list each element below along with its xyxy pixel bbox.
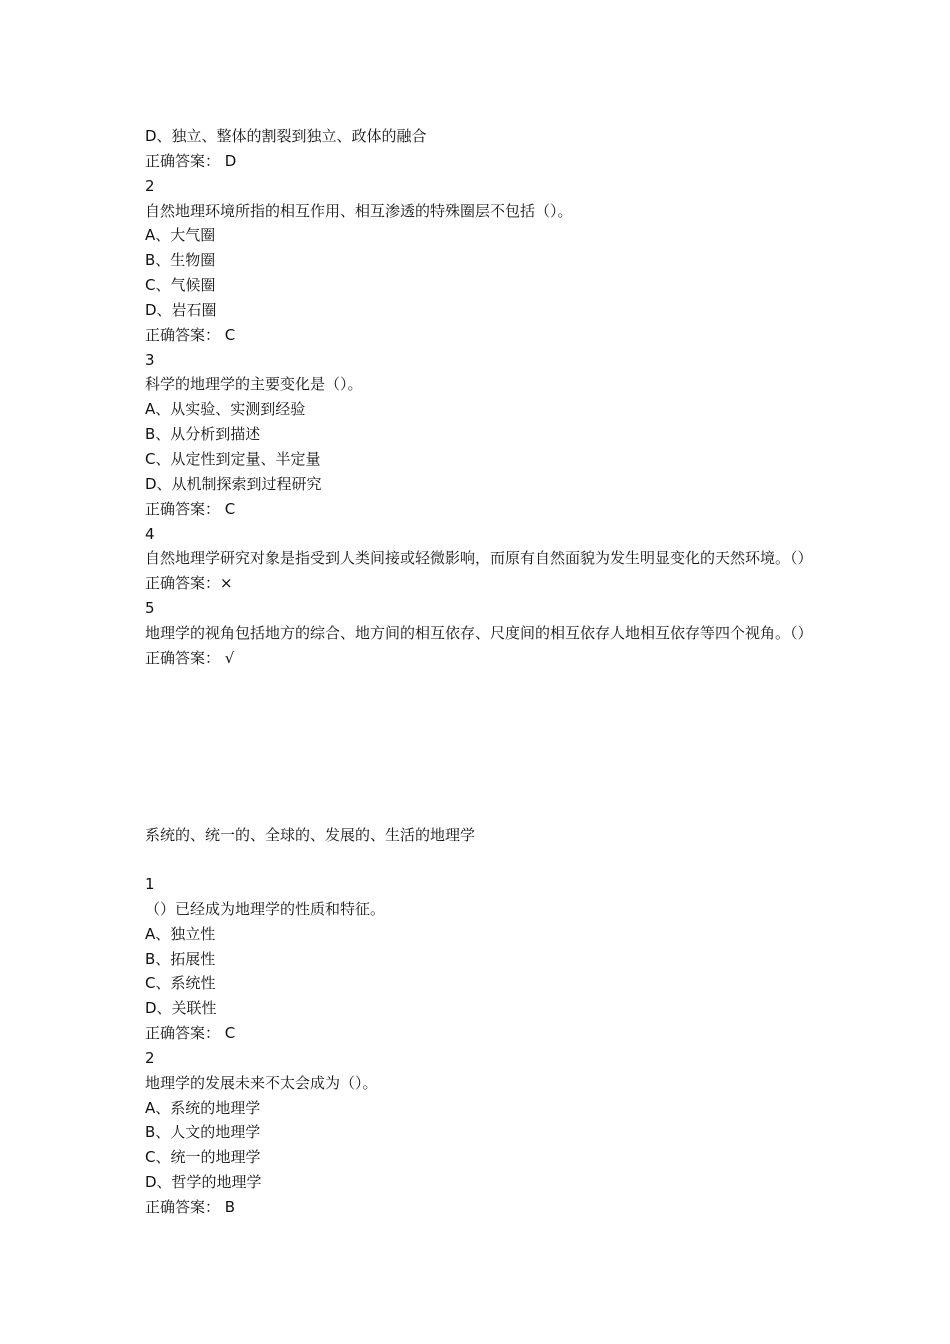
question-text: 自然地理学研究对象是指受到人类间接或轻微影响，而原有自然面貌为发生明显变化的天然环境。（） (145, 549, 813, 568)
correct-answer: 正确答案： C (145, 499, 236, 518)
answer-option: D、从机制探索到过程研究 (145, 474, 322, 493)
answer-option: B、生物圈 (145, 251, 216, 270)
answer-option: B、人文的地理学 (145, 1123, 261, 1142)
question-text: 自然地理环境所指的相互作用、相互渗透的特殊圈层不包括（）。 (145, 201, 573, 220)
answer-option: B、从分析到描述 (145, 425, 261, 444)
correct-answer: 正确答案： D (145, 151, 237, 170)
question-text: 科学的地理学的主要变化是（）。 (145, 375, 363, 394)
question-text: （）已经成为地理学的性质和特征。 (145, 899, 386, 918)
question-text: 地理学的视角包括地方的综合、地方间的相互依存、尺度间的相互依存人地相互依存等四个视角。（） (145, 623, 813, 642)
question-text: 地理学的发展未来不太会成为（）。 (145, 1073, 378, 1092)
correct-answer: 正确答案：× (145, 574, 233, 593)
answer-option: A、从实验、实测到经验 (145, 400, 306, 419)
answer-option: B、拓展性 (145, 949, 216, 968)
answer-option: C、统一的地理学 (145, 1148, 261, 1167)
answer-option: C、从定性到定量、半定量 (145, 449, 321, 468)
question-number: 3 (145, 350, 155, 369)
answer-option: D、岩石圈 (145, 300, 217, 319)
answer-option: D、独立、整体的割裂到独立、政体的融合 (145, 127, 427, 145)
answer-option: A、大气圈 (145, 226, 216, 245)
question-number: 4 (145, 524, 155, 543)
question-number: 1 (145, 875, 155, 893)
question-number: 2 (145, 1048, 155, 1067)
answer-option: D、关联性 (145, 999, 217, 1018)
correct-answer: 正确答案： B (145, 1197, 236, 1216)
quiz-section-1 (145, 124, 835, 671)
answer-option: A、独立性 (145, 924, 216, 943)
answer-option: C、气候圈 (145, 276, 216, 295)
answer-option: A、系统的地理学 (145, 1098, 261, 1117)
answer-option: C、系统性 (145, 974, 216, 993)
answer-option: D、哲学的地理学 (145, 1173, 262, 1192)
correct-answer: 正确答案： C (145, 325, 236, 344)
section-title: 系统的、统一的、全球的、发展的、生活的地理学 (145, 826, 476, 844)
quiz-section-2 (145, 872, 835, 1220)
question-number: 2 (145, 176, 155, 195)
correct-answer: 正确答案： √ (145, 648, 235, 667)
correct-answer: 正确答案： C (145, 1024, 236, 1043)
question-number: 5 (145, 599, 155, 618)
